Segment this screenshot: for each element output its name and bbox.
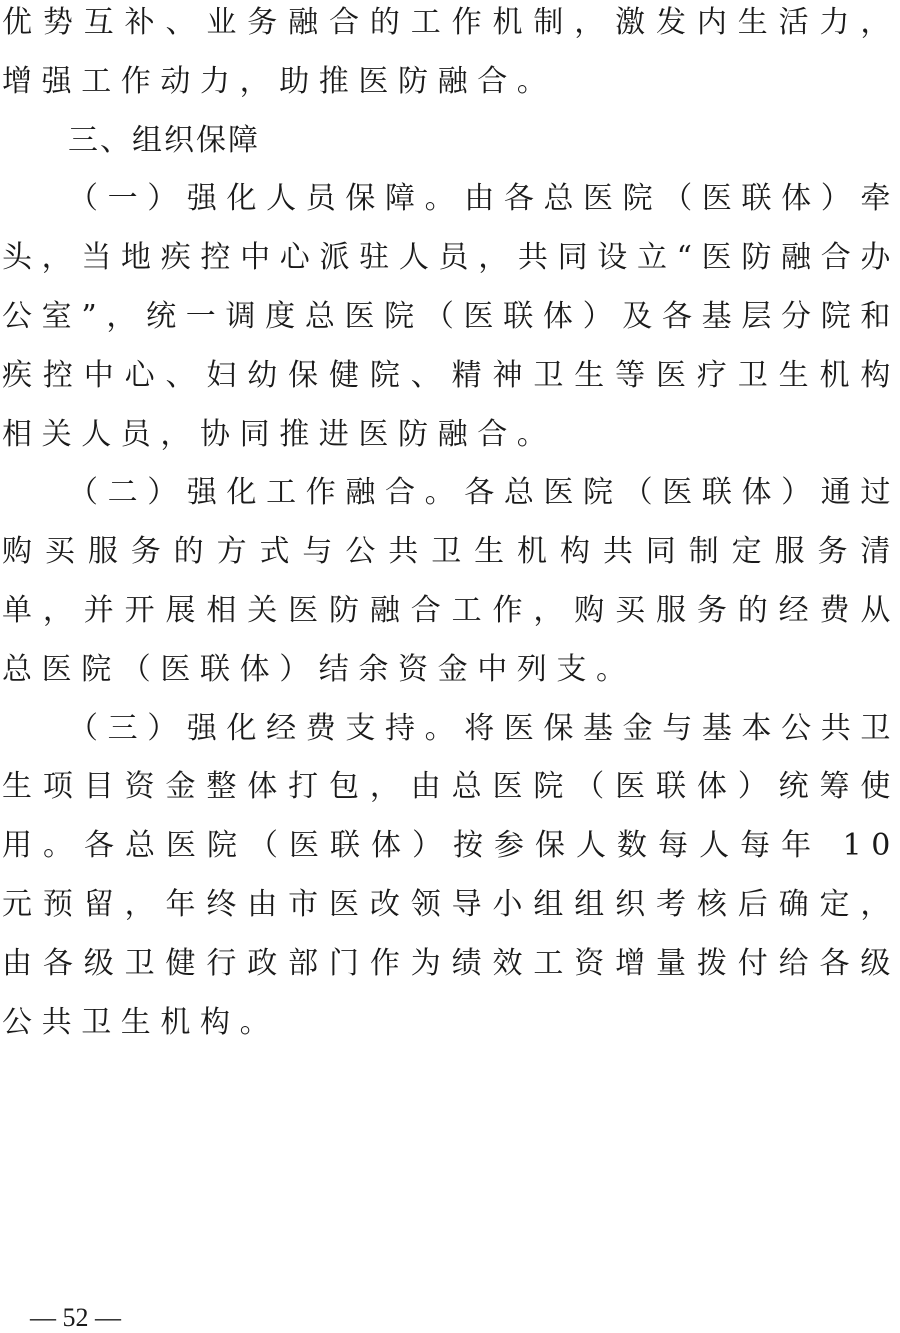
item-body-staff: 由各总医院（医联体）牵头，当地疾控中心派驻人员，共同设立“医防融合办公室”，统一调度总医院（医联体）及各基层分院和疾控中心、妇幼保健院、精神卫生等医疗卫生机构相关人员，协同推进医防融合。 bbox=[2, 181, 900, 452]
item-lead-work: （二）强化工作融合。 bbox=[68, 475, 465, 511]
item-paragraph-staff bbox=[2, 170, 900, 464]
page-number: — 52 — bbox=[30, 1303, 121, 1332]
intro-paragraph: 优势互补、业务融合的工作机制，激发内生活力，增强工作动力，助推医防融合。 bbox=[2, 5, 900, 99]
item-paragraph-funding bbox=[2, 700, 900, 1053]
item-paragraph-work bbox=[2, 464, 900, 699]
section-heading: 三、组织保障 bbox=[68, 122, 260, 158]
item-lead-funding: （三）强化经费支持。 bbox=[68, 710, 465, 746]
item-body-work: 各总医院（医联体）通过购买服务的方式与公共卫生机构共同制定服务清单，并开展相关医防融合工作，购买服务的经费从总医院（医联体）结余资金中列支。 bbox=[2, 475, 900, 687]
item-body-funding: 将医保基金与基本公共卫生项目资金整体打包，由总医院（医联体）统筹使用。各总医院（医联体）按参保人数每人每年 10 元预留，年终由市医改领导小组组织考核后确定，由各级卫健行政部门作为绩效工资增量拨付给各级公共卫生机构。 bbox=[2, 710, 900, 1040]
item-lead-staff: （一）强化人员保障。 bbox=[68, 181, 465, 217]
document-body bbox=[2, 0, 900, 1052]
